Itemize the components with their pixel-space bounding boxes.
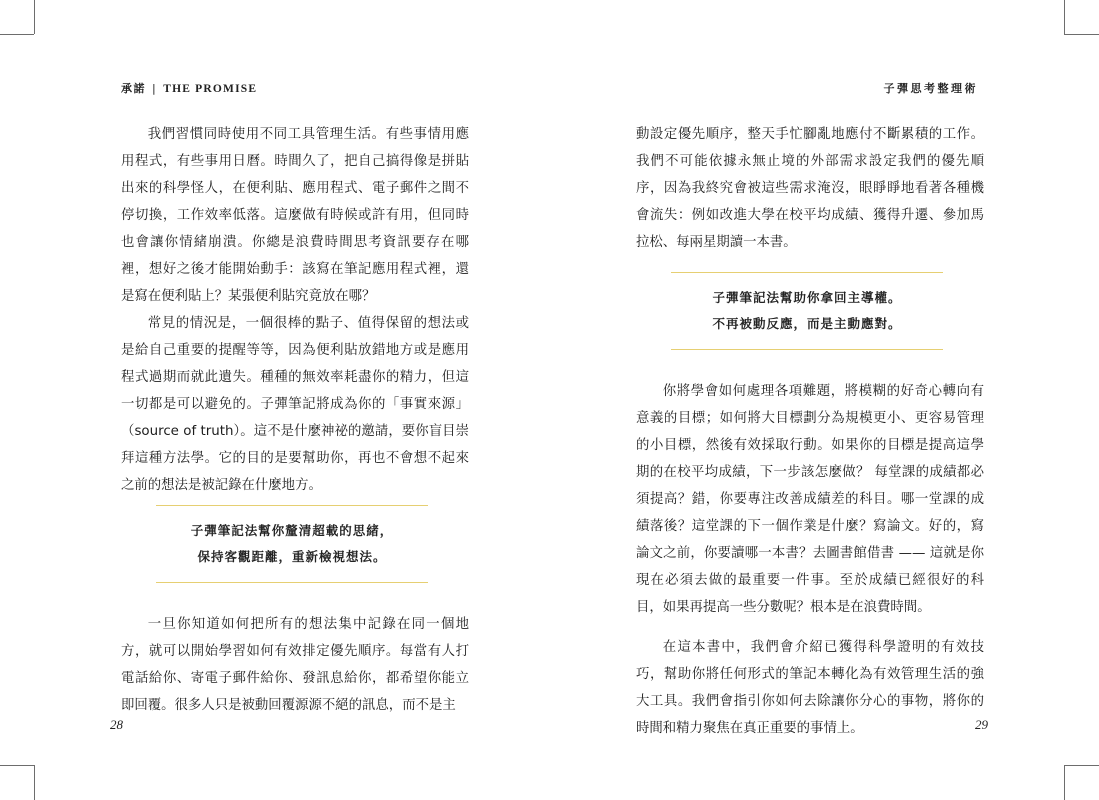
pull-quote-line-2: 保持客觀距離，重新檢視想法。 xyxy=(197,549,387,564)
accent-rule-bottom xyxy=(671,349,943,350)
paragraph-4: 你將學會如何處理各項難題，將模糊的好奇心轉向有意義的目標；如何將大目標劃分為規模更小、更容易管理的小目標，然後有效採取行動。如果你的目標是提高這學期的在校平均成績，下一步該怎麼做？ 每堂課的成績都必須提高？錯，你要專注改善成績差的科目。哪一堂課的成績落後？這堂課的下一個作業是什麼？寫論文。好的，寫論文之前，你要讀哪一本書？去圖書館借書 —— 這就是你現在必須去做的最重要一件事。至於成績已經很好的科目，如果再提高一些分數呢？根本是在浪費時間。 xyxy=(636,384,984,615)
paragraph-1: 我們習慣同時使用不同工具管理生活。有些事情用應用程式，有些事用日曆。時間久了，把自己搞得像是拼貼出來的科學怪人，在便利貼、應用程式、電子郵件之間不停切換，工作效率低落。這麼做有時候或許有用，但同時也會讓你情緒崩潰。你總是浪費時間思考資訊要存在哪裡，想好之後才能開始動手：該寫在筆記應用程式裡，還是寫在便利貼上？某張便利貼究竟放在哪？ xyxy=(121,127,469,304)
continuation-paragraph: 動設定優先順序，整天手忙腳亂地應付不斷累積的工作。我們不可能依據永無止境的外部需求設定我們的優先順序，因為我終究會被這些需求淹沒，眼睜睜地看著各種機會流失：例如改進大學在校平均成績、獲得升遷、參加馬拉松、每兩星期讀一本書。 xyxy=(636,127,984,250)
separator: | xyxy=(152,82,158,95)
paragraph-3: 一旦你知道如何把所有的想法集中記錄在同一個地方，就可以開始學習如何有效排定優先順序。每當有人打電話給你、寄電子郵件給你、發訊息給你，都希望你能立即回覆。很多人只是被動回覆源源不絕的訊息，而不是主 xyxy=(121,617,469,713)
pull-quote-right xyxy=(671,272,943,350)
running-head-right: 子彈思考整理術 xyxy=(883,82,978,95)
pull-quote-line-1: 子彈筆記法幫助你拿回主導權。 xyxy=(712,290,902,305)
chapter-title-en: THE PROMISE xyxy=(163,83,258,95)
chapter-title-zh: 承諾 xyxy=(121,82,146,95)
paragraph-5: 在這本書中，我們會介紹已獲得科學證明的有效技巧，幫助你將任何形式的筆記本轉化為有效管理生活的強大工具。我們會指引你如何去除讓你分心的事物，將你的時間和精力聚焦在真正重要的事情上。 xyxy=(636,640,984,736)
pull-quote-line-1: 子彈筆記法幫你釐清超載的思緒， xyxy=(190,523,394,538)
accent-rule-top xyxy=(671,272,943,273)
page-number-left: 28 xyxy=(110,717,123,732)
page-number-right: 29 xyxy=(975,717,988,732)
paragraph-2: 常見的情況是，一個很棒的點子、值得保留的想法或是給自己重要的提醒等等，因為便利貼放錯地方或是應用程式過期而就此遺失。種種的無效率耗盡你的精力，但這一切都是可以避免的。子彈筆記將成為你的「事實來源」（source of truth）。這不是什麼神祕的邀請，要你盲目崇拜這種方法學。它的目的是要幫助你，再也不會想不起來之前的想法是被記錄在什麼地方。 xyxy=(121,316,469,493)
pull-quote-line-2: 不再被動反應，而是主動應對。 xyxy=(712,316,902,331)
